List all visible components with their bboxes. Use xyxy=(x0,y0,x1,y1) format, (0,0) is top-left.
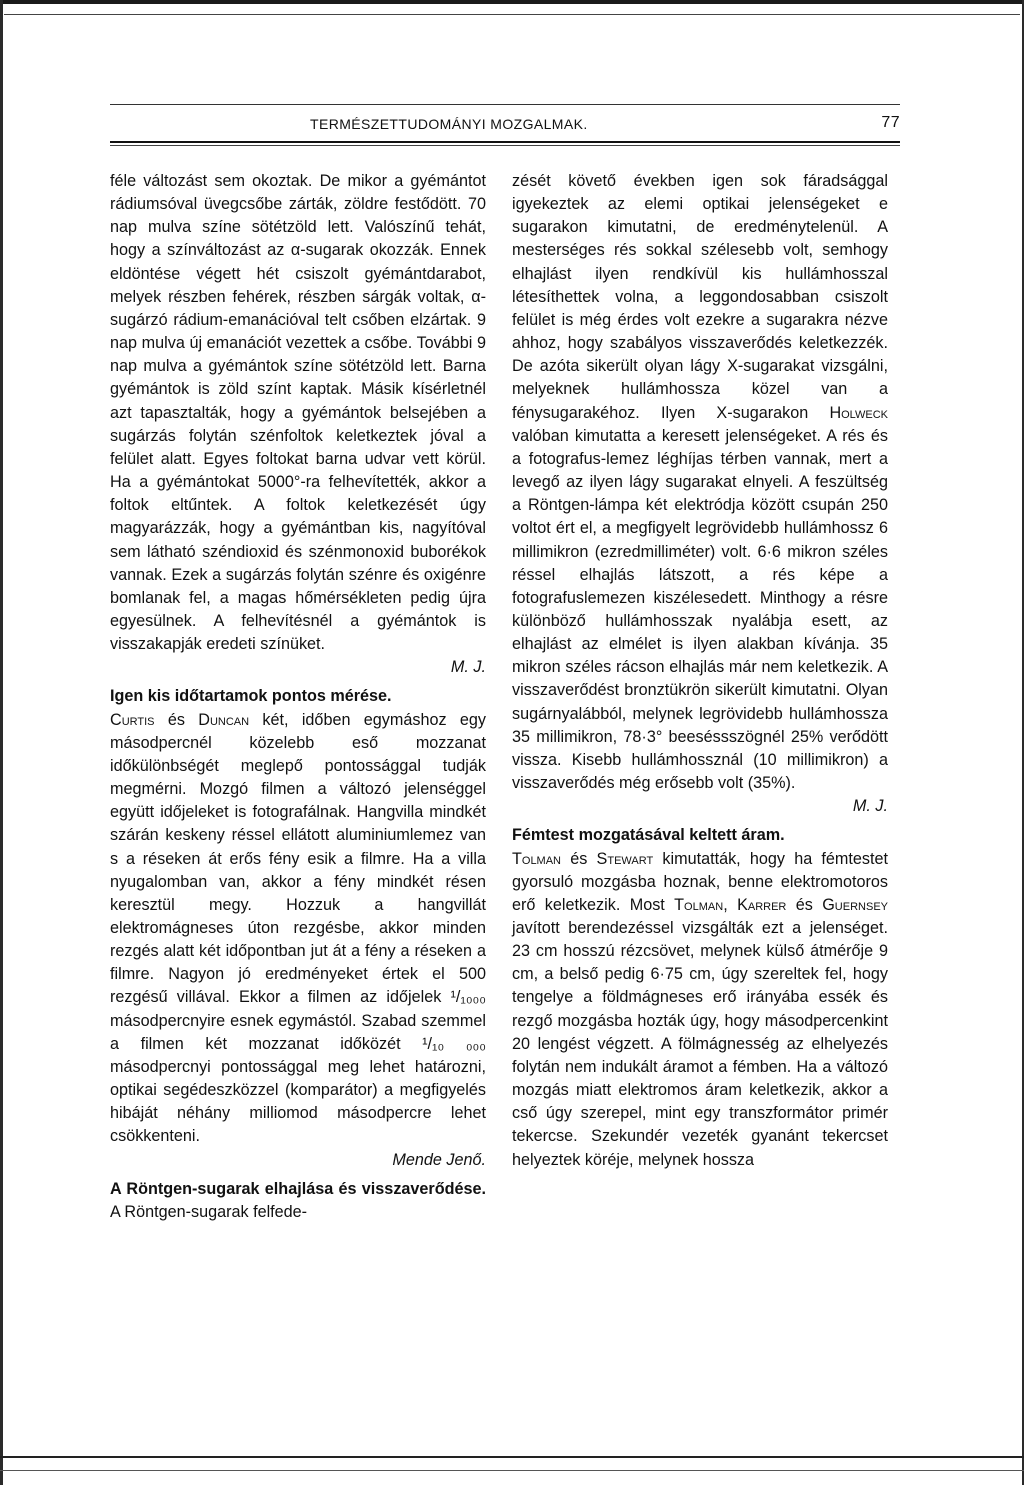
author-curtis: Curtis xyxy=(110,710,155,729)
scan-line-lower xyxy=(0,1456,1024,1458)
signature-mende-jeno: Mende Jenő. xyxy=(392,1150,486,1169)
signature-mj-1: M. J. xyxy=(450,658,486,677)
header-rule-top xyxy=(110,104,900,105)
author-tolman: Tolman xyxy=(512,849,562,868)
journal-title: TERMÉSZETTUDOMÁNYI MOZGALMAK. xyxy=(310,116,588,132)
paragraph-metal-current xyxy=(512,848,888,1172)
text-and: és xyxy=(154,710,199,729)
text-run: másodpercnyire esnek egymástól. Szabad szemmel a filmen két mozzanat időközét xyxy=(110,1011,486,1053)
scan-edge-top xyxy=(0,0,1024,4)
section-heading-xray: A Röntgen-sugarak elhajlása és visszaverődése. xyxy=(110,1179,486,1198)
fraction-thousandth: ¹/₁₀₀₀ xyxy=(450,988,486,1007)
text-run: kimutatták, hogy ha fémtestet gyorsuló mozgásba hoznak, benne elektromotoros erő keletkezik. Most xyxy=(512,849,888,914)
running-header xyxy=(110,116,900,138)
scan-edge-left xyxy=(0,0,3,1485)
author-stewart: Stewart xyxy=(596,849,654,868)
right-column xyxy=(512,170,888,1172)
text-run: zését követő években igen sok fáradsággal igyekeztek az elemi optikai jelenségeket e sugarakon kimutatni, de eredménytelenül. A mesterséges rés sokkal szélesebb volt, semhogy elhajlást ilyen rendkívül kis hullámhosszal létesíthettek volna, a leggondosabban csiszolt felület is még érdes volt ezekre a sugarakra nézve ahhoz, hogy szabályos visszaverődés keletkezzék. De azóta sikerült olyan lágy X-sugarakat vizsgálni, melyeknek hullámhossza közel van a fénysugarakéhoz. Ilyen X-sugarakon xyxy=(512,172,888,422)
paragraph-time-measurement xyxy=(110,709,486,1149)
section-heading-metal-current: Fémtest mozgatásával keltett áram. xyxy=(512,826,785,845)
text-run: két, időben egymáshoz egy másodpercnél közelebb eső mozzanat időkülönbségét meglepő pontossággal tudják megmérni. Mozgó filmen a változó jelenséggel együtt időjeleket is fotografálnak. Hangvilla mindkét szárán keskeny réssel ellátott aluminiumlemez van s a réseken át erős fény esik a filmre. Ha a villa nyugalomban van, akkor a fény mindkét résen keresztül megy. Hozzuk a hangvillát elektromágneses úton rezgésbe, akkor minden rezgés alatt két időpontban jut át a fény a réseken a filmre. Nagyon jó eredményeket értek el 500 rezgésű villával. Ekkor a filmen az időjelek xyxy=(110,710,486,1007)
header-rule-bottom-thin xyxy=(110,145,900,146)
text-run: másodpercnyi pontossággal meg lehet határozni, optikai segédeszközzel (komparátor) a megfigyelés hibáját néhány milliomod másodpercre lehet csökkenteni. xyxy=(110,1057,486,1146)
author-tolman-2: Tolman xyxy=(674,895,724,914)
author-karrer: Karrer xyxy=(737,895,787,914)
left-column xyxy=(110,170,486,1224)
text-run: valóban kimutatta a keresett jelenségeket. A rés és a fotografus-lemez léghíjas térben vannak, mert a levegő az ilyen lágy sugarakat elnyeli. A feszültség a Röntgen-lámpa két elektródja között csupán 250 voltot ért el, a megfigyelt legrövidebb hullámhossz 6 millimikron (ezredmilliméter) volt. 6·6 mikron széles réssel elhajlás látszott, a rés képe a fotografuslemezen kiszélesedett. Minthogy a résre különböző hullámhosszak nyalábja esett, az elhajlást az elmélet is ilyen alakban kívánja. 35 mikron széles rácson elhajlás már nem keletkezik. A visszaverődést bronztükrön sikerült kimutatni. Olyan sugárnyalábból, melynek legrövidebb hullámhossza 35 millimikron, 78·3° beeséssszögnél 25% verődött vissza. Kisebb hullámhossznál (10 millimikron) a visszaverődés még erősebb volt (35%). xyxy=(512,426,888,793)
author-holweck: Holweck xyxy=(829,403,888,422)
paragraph-diamond-colour: féle változást sem okoztak. De mikor a gyémántot rádiumsóval üvegcsőbe zárták, zöldre festődött. 70 nap mulva színe sötétzöld lett. Valószínű tehát, hogy a színváltozást az α-sugarak okozzák. Ennek eldöntése végett hét csiszolt gyémántdarabot, melyek részben fehérek, részben sárgák voltak, α-sugárzó rádium-emanációval telt csőben elzártak. 9 nap mulva új emanációt vezettek a csőbe. További 9 nap mulva a gyémántok színe sötétzöld lett. Barna gyémántok is zöld színt kaptak. Másik kísérletnél azt tapasztalták, hogy a gyémántok belsejében a sugárzás folytán szénfoltok keletkeztek jóval a felület alatt. Egyes foltokat barna udvar vett körül. Ha a gyémántokat 5000°-ra felhevítették, akkor a foltok eltűntek. A foltok keletkezését úgy magyarázzák, hogy a gyémántban kis, nagyítóval sem látható széndioxid és szénmonoxid buborékok vannak. Ezek a sugárzás folytán szénre és oxigénre bomlanak fel, a magas hőmérsékleten pedig újra egyesülnek. A felhevítésnél a gyémántok is visszakapják eredeti színüket. xyxy=(110,172,486,654)
text-comma: , xyxy=(723,895,738,914)
paragraph-xray-diffraction xyxy=(512,170,888,795)
paragraph-xray-start xyxy=(110,1178,486,1224)
text-and: és xyxy=(786,895,823,914)
text-and: és xyxy=(561,849,597,868)
fraction-ten-thousandth: ¹/₁₀ ₀₀₀ xyxy=(422,1034,486,1053)
header-rule-bottom xyxy=(110,141,900,143)
author-guernsey: Guernsey xyxy=(822,895,888,914)
scan-line-lower-thin xyxy=(0,1470,1024,1471)
scan-line-upper xyxy=(4,14,1020,15)
section-heading-time-measurement: Igen kis időtartamok pontos mérése. xyxy=(110,687,392,706)
text-run: javított berendezéssel vizsgálták ezt a jelenséget. 23 cm hosszú rézcsövet, melynek külső átmérője 9 cm, a belső pedig 6·75 cm, úgy szereltek fel, hogy tengelye a földmágneses erő irányába essék és rezgő mozgásba hozták úgy, hogy másodpercenkint 20 lengést végzett. A fölmágnesség az elhelyezés folytán nem indukált áramot a fémben. Ha a változó mozgás miatt elektromos áram keletkezik, akkor a cső úgy szerepel, mint egy transzformátor primér tekercse. Szekundér vezeték gyanánt tekercset helyeztek köréje, melynek hossza xyxy=(512,919,888,1169)
page-number: 77 xyxy=(881,114,900,131)
signature-mj-2: M. J. xyxy=(852,797,888,816)
text-run: A Röntgen-sugarak felfede- xyxy=(110,1202,308,1221)
author-duncan: Duncan xyxy=(198,710,250,729)
